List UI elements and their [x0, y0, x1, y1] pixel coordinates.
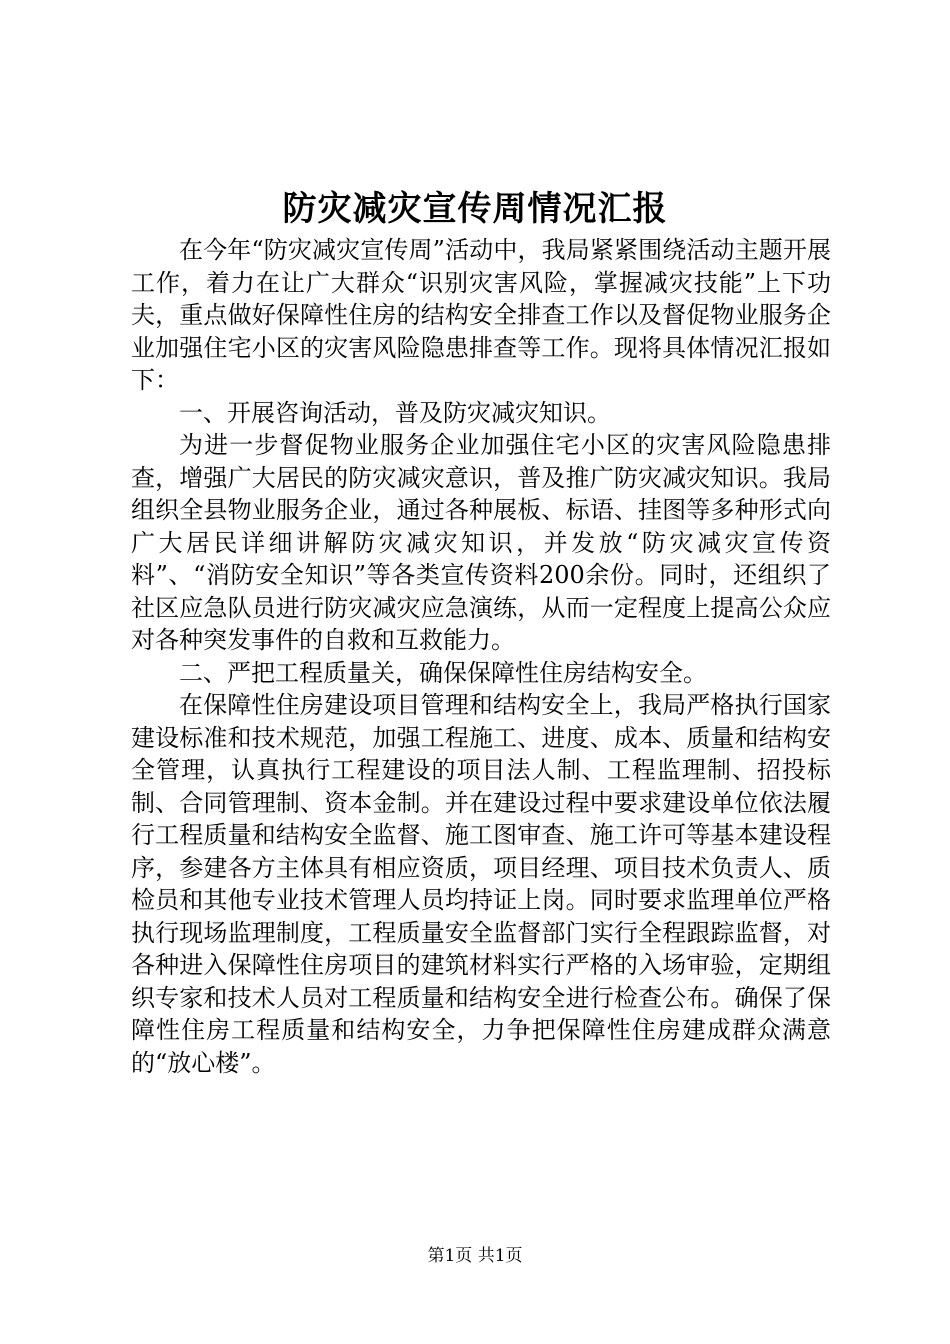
page-number-footer: 第1页 共1页	[427, 1246, 523, 1266]
section-heading-1: 一、开展咨询活动，普及防灾减灾知识。	[179, 398, 611, 427]
section-heading-2: 二、严把工程质量关，确保保障性住房结构安全。	[179, 658, 707, 687]
paragraph-section-2: 在保障性住房建设项目管理和结构安全上，我局严格执行国家建设标准和技术规范，加强工程施工、进度、成本、质量和结构安全管理，认真执行工程建设的项目法人制、工程监理制、招投标制、合同管理制、资本金制。并在建设过程中要求建设单位依法履行工程质量和结构安全监督、施工图审查、施工许可等基本建设程序，参建各方主体具有相应资质，项目经理、项目技术负责人、质检员和其他专业技术管理人员均持证上岗。同时要求监理单位严格执行现场监理制度，工程质量安全监督部门实行全程跟踪监督，对各种进入保障性住房项目的建筑材料实行严格的入场审验，定期组织专家和技术人员对工程质量和结构安全进行检查公布。确保了保障性住房工程质量和结构安全，力争把保障性住房建成群众满意的“放心楼”。	[131, 691, 831, 1077]
paragraph-intro: 在今年“防灾减灾宣传周”活动中，我局紧紧围绕活动主题开展工作，着力在让广大群众“识别灾害风险，掌握减灾技能”上下功夫，重点做好保障性住房的结构安全排查工作以及督促物业服务企业加强住宅小区的灾害风险隐患排查等工作。现将具体情况汇报如下：	[131, 236, 831, 394]
document-body	[131, 234, 831, 1079]
document-title: 防灾减灾宣传周情况汇报	[282, 189, 668, 229]
paragraph-section-1: 为进一步督促物业服务企业加强住宅小区的灾害风险隐患排查，增强广大居民的防灾减灾意识，普及推广防灾减灾知识。我局组织全县物业服务企业，通过各种展板、标语、挂图等多种形式向广大居民详细讲解防灾减灾知识，并发放“防灾减灾宣传资料”、“消防安全知识”等各类宣传资料200余份。同时，还组织了社区应急队员进行防灾减灾应急演练，从而一定程度上提高公众应对各种突发事件的自救和互救能力。	[131, 431, 831, 654]
